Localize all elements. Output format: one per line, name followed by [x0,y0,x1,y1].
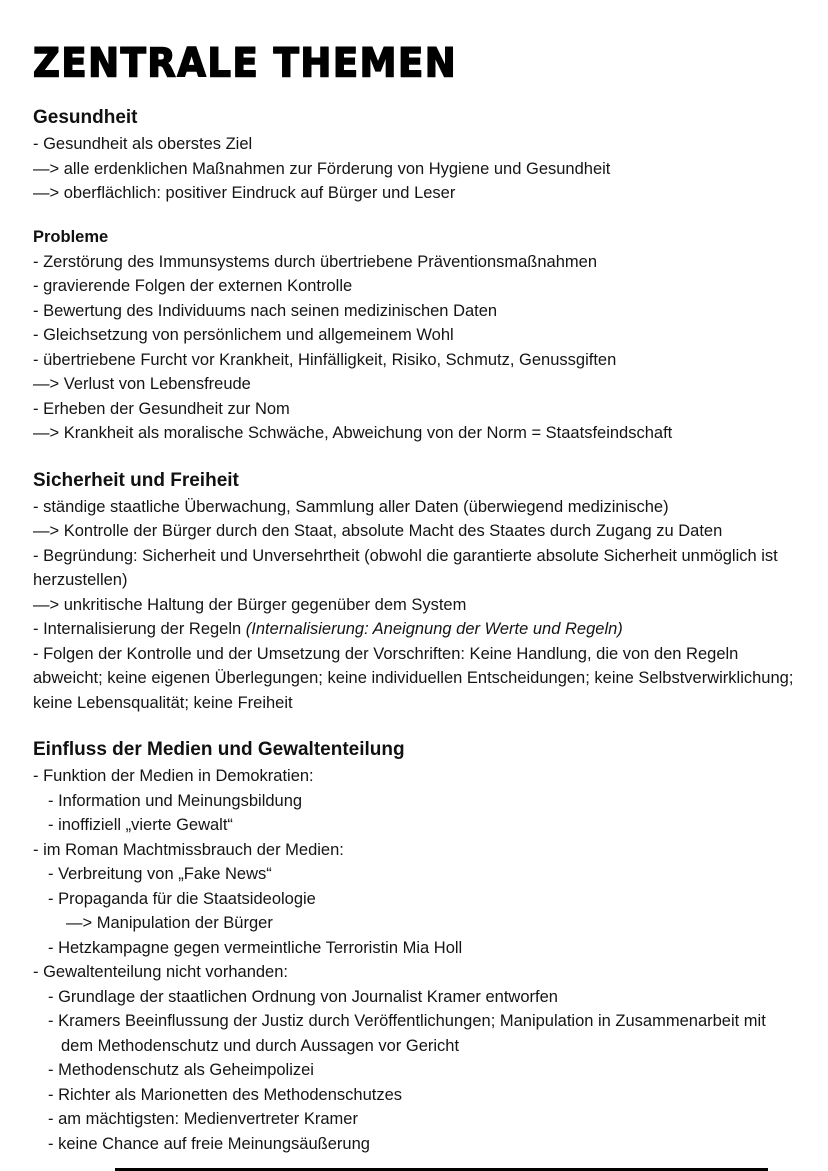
text-line: - Erheben der Gesundheit zur Nom [33,399,290,418]
text-line: - Hetzkampagne gegen vermeintliche Terroristin Mia Holl [48,938,463,957]
section-einfluss-der-medien-und-gewaltenteilung [33,739,798,1156]
text-line: - Methodenschutz als Geheimpolizei [48,1061,314,1079]
text-line: - Information und Meinungsbildung [48,791,303,810]
text-line: - Funktion der Medien in Demokratien: [33,767,314,785]
section-heading: Einfluss der Medien und Gewaltenteilung [33,739,405,760]
text-line: —> oberflächlich: positiver Eindruck auf Bürger und Leser [33,184,456,202]
text-line: - am mächtigsten: Medienvertreter Kramer [48,1110,358,1128]
section-heading: Sicherheit und Freiheit [33,469,239,491]
italic-note: (Internalisierung: Aneignung der Werte und Regeln) [245,620,623,638]
text-line: - Kramers Beeinflussung der Justiz durch Veröffentlichungen; Manipulation in Zusammenarbeit mit dem Methodenschutz und durch Aussagen vor Gericht [48,1012,766,1055]
text-line [33,617,798,642]
section-sicherheit-und-freiheit [33,470,798,716]
text-line: - im Roman Machtmissbrauch der Medien: [33,840,344,859]
text-line: —> Krankheit als moralische Schwäche, Abweichung von der Norm = Staatsfeindschaft [33,424,673,442]
section-probleme [33,228,798,446]
text-line: —> Manipulation der Bürger [66,914,273,932]
section-gesundheit [33,107,798,206]
text-line: - Richter als Marionetten des Methodenschutzes [48,1085,403,1104]
text-line: - Propaganda für die Staatsideologie [48,889,316,908]
page-title: ZENTRALE THEMEN [33,40,458,87]
text-line: - Folgen der Kontrolle und der Umsetzung der Vorschriften: Keine Handlung, die von den Regeln abweicht; keine eigenen Überlegungen; keine individuellen Entscheidungen; keine Selbstverwirklichung; keine Lebensqualität; keine Freiheit [33,644,794,712]
text-line: —> Verlust von Lebensfreude [33,375,251,393]
text-line: - Gesundheit als oberstes Ziel [33,135,253,153]
section-heading: Gesundheit [33,107,138,128]
text-line: - übertriebene Furcht vor Krankheit, Hinfälligkeit, Risiko, Schmutz, Genussgiften [33,350,617,369]
text-line: - Gleichsetzung von persönlichem und allgemeinem Wohl [33,326,454,344]
text-line: - Gewaltenteilung nicht vorhanden: [33,963,288,981]
text-segment: - Internalisierung der Regeln [33,620,246,638]
text-line: —> unkritische Haltung der Bürger gegenüber dem System [33,595,467,614]
text-line: - Begründung: Sicherheit und Unversehrtheit (obwohl die garantierte absolute Sicherheit unmöglich ist herzustellen) [33,546,778,589]
text-line: - Grundlage der staatlichen Ordnung von Journalist Kramer entworfen [48,987,558,1006]
section-heading: Probleme [33,227,109,246]
text-line: —> Kontrolle der Bürger durch den Staat, absolute Macht des Staates durch Zugang zu Daten [33,522,723,540]
document-body [33,107,798,1156]
text-line: - inoffiziell „vierte Gewalt“ [48,816,233,834]
text-line: - gravierende Folgen der externen Kontrolle [33,277,353,295]
text-line: - Zerstörung des Immunsystems durch übertriebene Präventionsmaßnahmen [33,252,598,271]
text-line: - Verbreitung von „Fake News“ [48,865,272,883]
text-line: - ständige staatliche Überwachung, Sammlung aller Daten (überwiegend medizinische) [33,497,669,516]
text-line: - Bewertung des Individuums nach seinen medizinischen Daten [33,301,498,320]
text-line: - keine Chance auf freie Meinungsäußerung [48,1134,370,1153]
text-line: —> alle erdenklichen Maßnahmen zur Förderung von Hygiene und Gesundheit [33,159,611,178]
